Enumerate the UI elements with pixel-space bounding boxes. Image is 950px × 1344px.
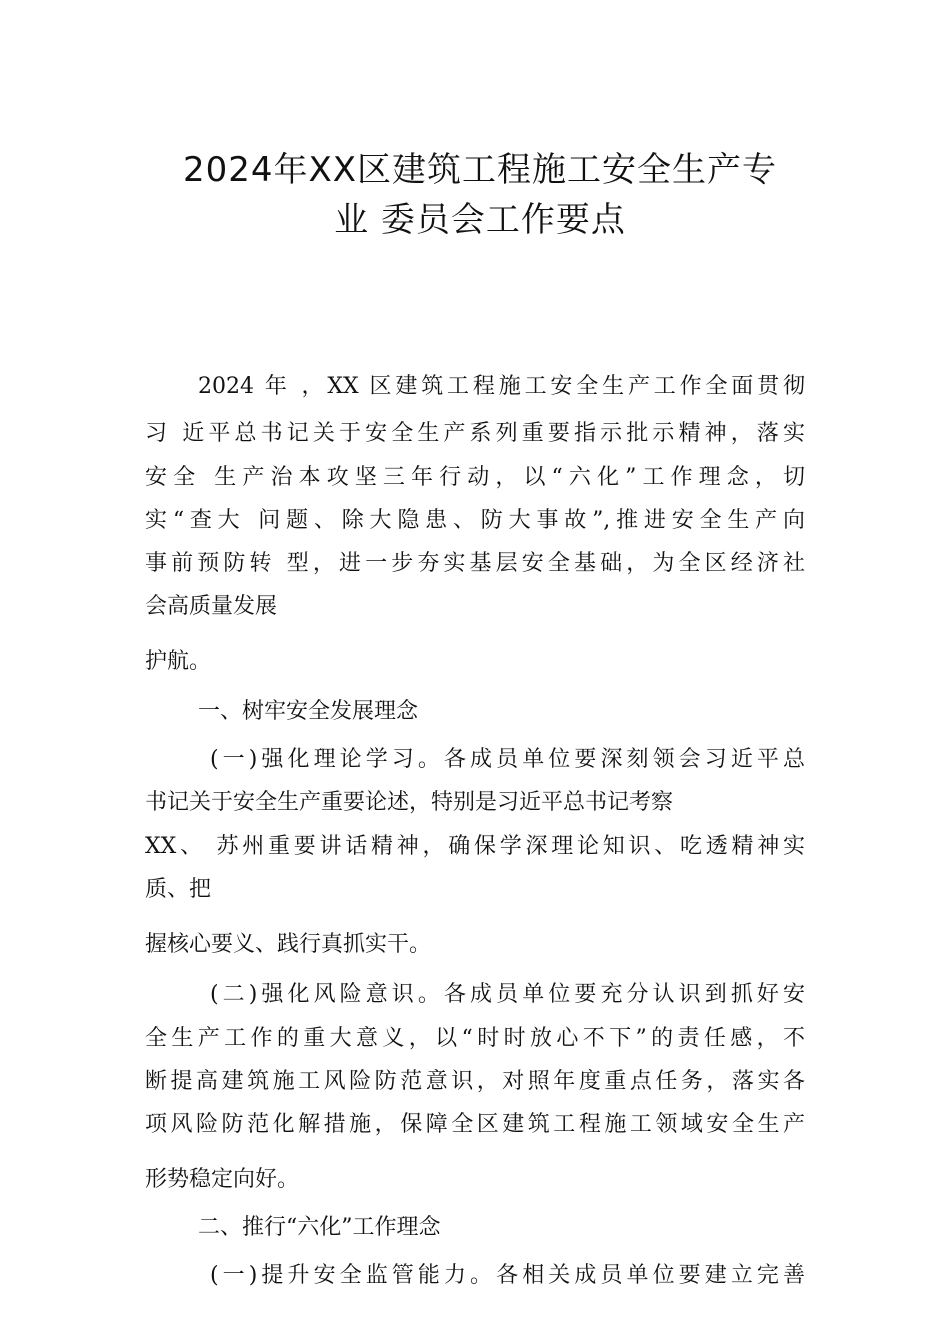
s1-item1-line-2: 书记关于安全生产重要论述，特别是习近平总书记考察: [145, 790, 674, 815]
s1-item1-line-5: 握核心要义、践行真抓实干。: [145, 932, 432, 957]
s1-item1-line-4: 质、把: [145, 877, 212, 902]
intro-line-7: 护航。: [145, 649, 212, 674]
s1-item2-line-2: 全生产工作的重大意义，以“时时放心不下”的责任感，不: [145, 1026, 805, 1051]
intro-line-6: 会高质量发展: [145, 594, 278, 619]
section-1-heading: 一、树牢安全发展理念: [198, 699, 419, 724]
s1-item2-line-3: 断提高建筑施工风险防范意识，对照年度重点任务，落实各: [145, 1069, 805, 1094]
s1-item2-line-5: 形势稳定向好。: [145, 1167, 300, 1192]
s1-item2-line-1: (二)强化风险意识。各成员单位要充分认识到抓好安: [210, 982, 805, 1007]
intro-line-4: 实“查大 问题、除大隐患、防大事故”,推进安全生产向: [145, 508, 805, 533]
document-title-line-2: 业 委员会工作要点: [334, 200, 626, 240]
intro-line-2: 习 近平总书记关于安全生产系列重要指示批示精神，落实: [145, 421, 805, 446]
section-2-heading: 二、推行“六化”工作理念: [198, 1215, 441, 1240]
s1-item1-line-1: (一)强化理论学习。各成员单位要深刻领会习近平总: [210, 747, 805, 772]
s2-item1-line-1: (一)提升安全监管能力。各相关成员单位要建立完善: [210, 1263, 805, 1288]
intro-line-3: 安全 生产治本攻坚三年行动，以“六化”工作理念，切: [145, 465, 805, 490]
intro-line-1: 2024 年 ，XX 区建筑工程施工安全生产工作全面贯彻: [198, 374, 805, 399]
document-title-line-1: 2024年XX区建筑工程施工安全生产专: [182, 150, 778, 190]
s1-item1-line-3: XX、 苏州重要讲话精神，确保学深理论知识、吃透精神实: [145, 834, 805, 859]
intro-line-5: 事前预防转 型，进一步夯实基层安全基础，为全区经济社: [145, 551, 805, 576]
s1-item2-line-4: 项风险防范化解措施，保障全区建筑工程施工领域安全生产: [145, 1112, 805, 1137]
